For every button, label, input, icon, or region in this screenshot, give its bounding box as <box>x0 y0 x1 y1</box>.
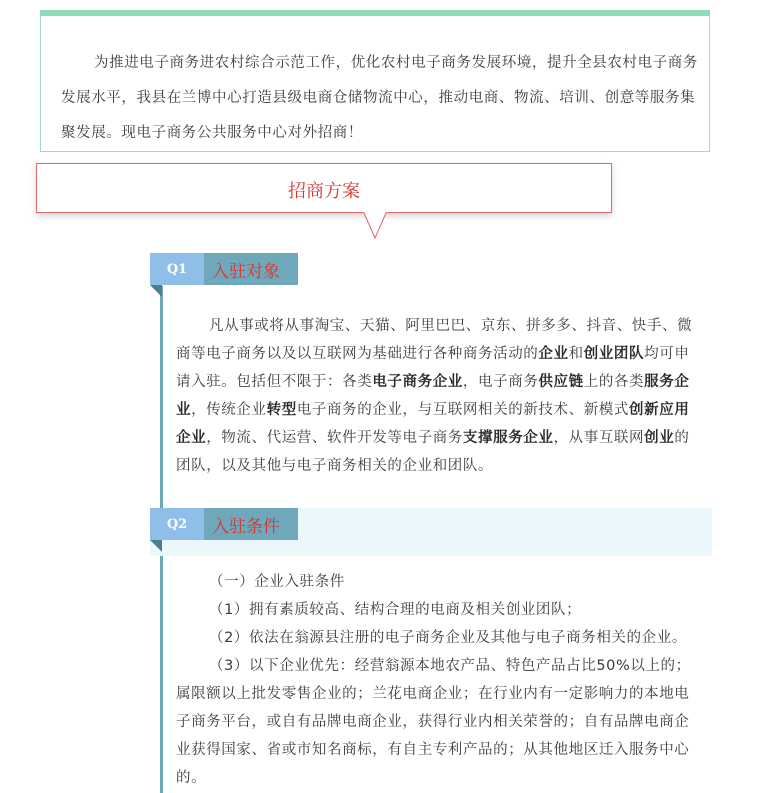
banner-pointer-icon <box>364 212 386 240</box>
q2-title: 入驻条件 <box>204 508 298 540</box>
q1-bold: 创业团队 <box>583 346 645 362</box>
q1-text: 和 <box>568 346 584 362</box>
q1-text: 电子商务的企业，与互联网相关的新技术、新模式 <box>296 402 630 418</box>
q2-line: （一）企业入驻条件 <box>209 574 345 590</box>
q1-badge: Q1 <box>150 253 204 285</box>
q1-text: ，从事互联网 <box>553 430 645 446</box>
q1-text: 均可申请入驻。包括但不限于：各类 <box>176 346 690 390</box>
banner-title: 招商方案 <box>288 181 360 202</box>
q1-fold-corner <box>150 285 162 297</box>
q2-line: （1）拥有素质较高、结构合理的电商及相关创业团队； <box>209 602 582 618</box>
intro-box <box>40 10 710 152</box>
q2-badge: Q2 <box>150 508 204 540</box>
q1-bold: 转型 <box>266 402 297 418</box>
q1-text: ，传统企业 <box>191 402 267 418</box>
q1-text: 的团队，以及其他与电子商务相关的企业和团队。 <box>176 430 690 474</box>
intro-paragraph: 为推进电子商务进农村综合示范工作，优化农村电子商务发展环境，提升全县农村电子商务发展水平，我县在兰博中心打造县级电商仓储物流中心，推动电商、物流、培训、创意等服务集聚发展。现电子商务公共服务中心对外招商！ <box>61 55 698 141</box>
q1-text: ，电子商务 <box>462 374 539 390</box>
q2-line: （2）依法在翁源县注册的电子商务企业及其他与电子商务相关的企业。 <box>209 630 687 646</box>
q1-bold: 企业 <box>538 346 569 362</box>
q1-text: 上的各类 <box>583 374 645 390</box>
section-banner <box>36 163 612 213</box>
q1-bold: 电子商务企业 <box>372 374 463 390</box>
q2-line: （3）以下企业优先：经营翁源本地农产品、特色产品占比50%以上的；属限额以上批发零售企业的；兰花电商企业；在行业内有一定影响力的本地电子商务平台，或自有品牌电商企业，获得行业内相关荣誉的；自有品牌电商企业获得国家、省或市知名商标，有自主专利产品的；从其他地区迁入服务中心的。 <box>176 658 691 786</box>
q1-paragraph <box>176 312 704 480</box>
q1-text: ，物流、代运营、软件开发等电子商务 <box>206 430 463 446</box>
q1-title: 入驻对象 <box>204 253 298 285</box>
q1-bold: 服务企业 <box>176 374 690 418</box>
q1-text: 凡从事或将从事淘宝、天猫、阿里巴巴、京东、拼多多、抖音、快手、微商等电子商务以及以互联网为基础进行各种商务活动的 <box>176 318 693 362</box>
q1-bold: 支撑服务企业 <box>462 430 554 446</box>
q1-bold: 创新应用企业 <box>176 402 690 446</box>
q1-bold: 创业 <box>644 430 675 446</box>
q2-fold-corner <box>150 540 162 552</box>
q1-bold: 供应链 <box>538 374 584 390</box>
